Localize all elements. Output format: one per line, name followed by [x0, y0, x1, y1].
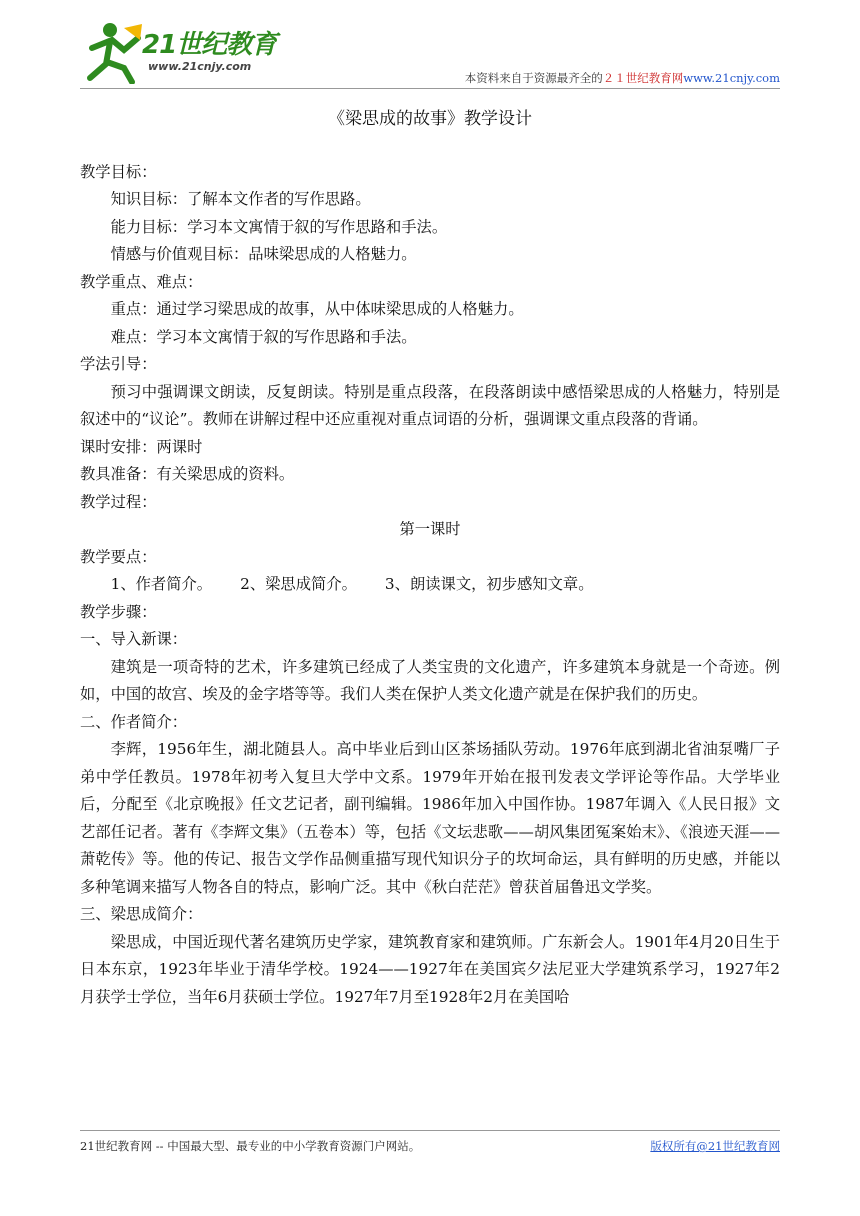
method-heading: 学法引导：	[80, 355, 157, 373]
document-title: 《梁思成的故事》教学设计	[328, 109, 532, 129]
header-rule	[80, 88, 780, 89]
lesson-point-2: 2、梁思成简介。	[240, 575, 357, 593]
key-point-focus: 重点：通过学习梁思成的故事，从中体味梁思成的人格魅力。	[110, 300, 524, 318]
key-point-difficulty: 难点：学习本文寓情于叙的写作思路和手法。	[110, 327, 417, 346]
lesson-points-list	[80, 571, 780, 599]
section3-paragraph: 梁思成，中国近现代著名建筑历史学家，建筑教育家和建筑师。广东新会人。1901年4月20日生于日本东京，1923年毕业于清华学校。1924——1927年在美国宾夕法尼亚大学建筑系学习，1927年2月获学士学位，当年6月获硕士学位。1927年7月至1928年2月在美国哈	[80, 932, 780, 1006]
runner-logo-icon	[80, 20, 150, 84]
goal-knowledge: 知识目标：了解本文作者的写作思路。	[110, 190, 371, 208]
footer-copyright-link[interactable]: 版权所有@21世纪教育网	[650, 1139, 780, 1153]
footer-rule	[80, 1130, 780, 1131]
page-header	[80, 20, 780, 90]
lesson-points-heading: 教学要点：	[80, 547, 157, 566]
page-footer	[80, 1138, 780, 1154]
method-paragraph: 预习中强调课文朗读，反复朗读。特别是重点段落，在段落朗读中感悟梁思成的人格魅力，特别是叙述中的“议论”。教师在讲解过程中还应重视对重点词语的分析，强调课文重点段落的背诵。	[80, 382, 780, 428]
logo-text: 21世纪教育	[142, 30, 277, 60]
materials-line: 教具准备：有关梁思成的资料。	[80, 465, 295, 483]
process-heading: 教学过程：	[80, 492, 157, 511]
source-prefix: 本资料来自于资源最齐全的	[464, 71, 603, 85]
section1-paragraph: 建筑是一项奇特的艺术，许多建筑已经成了人类宝贵的文化遗产，许多建筑本身就是一个奇迹。例如，中国的故宫、埃及的金字塔等等。我们人类在保护人类文化遗产就是在保护我们的历史。	[80, 657, 780, 703]
document-body	[80, 106, 780, 1011]
source-note	[465, 70, 780, 86]
lesson-title: 第一课时	[399, 520, 461, 538]
steps-heading: 教学步骤：	[80, 602, 157, 621]
lesson-point-3: 3、朗读课文，初步感知文章。	[384, 575, 594, 593]
source-link[interactable]: www.21cnjy.com	[683, 71, 780, 85]
key-points-heading: 教学重点、难点：	[80, 272, 203, 291]
goal-emotion: 情感与价值观目标：品味梁思成的人格魅力。	[110, 245, 417, 263]
footer-left: 21世纪教育网 -- 中国最大型、最专业的中小学教育资源门户网站。	[80, 1139, 421, 1153]
logo	[80, 20, 280, 84]
schedule-line: 课时安排：两课时	[80, 437, 203, 456]
section1-heading: 一、导入新课：	[80, 630, 188, 648]
section2-heading: 二、作者简介：	[80, 712, 188, 731]
section3-heading: 三、梁思成简介：	[80, 905, 203, 923]
goals-heading: 教学目标：	[80, 162, 157, 181]
source-brand: ２１世纪教育网	[602, 71, 684, 85]
goal-ability: 能力目标：学习本文寓情于叙的写作思路和手法。	[110, 217, 448, 236]
logo-url: www.21cnjy.com	[148, 60, 252, 73]
lesson-point-1: 1、作者简介。	[110, 575, 213, 593]
section2-paragraph: 李辉，1956年生，湖北随县人。高中毕业后到山区茶场插队劳动。1976年底到湖北省油泵嘴厂子弟中学任教员。1978年初考入复旦大学中文系。1979年开始在报刊发表文学评论等作品。大学毕业后，分配至《北京晚报》任文艺记者，副刊编辑。1986年加入中国作协。1987年调入《人民日报》文艺部任记者。著有《李辉文集》（五卷本）等，包括《文坛悲歌——胡风集团冤案始末》、《浪迹天涯——萧乾传》等。他的传记、报告文学作品侧重描写现代知识分子的坎坷命运，具有鲜明的历史感，并能以多种笔调来描写人物各自的特点，影响广泛。其中《秋白茫茫》曾获首届鲁迅文学奖。	[80, 740, 780, 896]
